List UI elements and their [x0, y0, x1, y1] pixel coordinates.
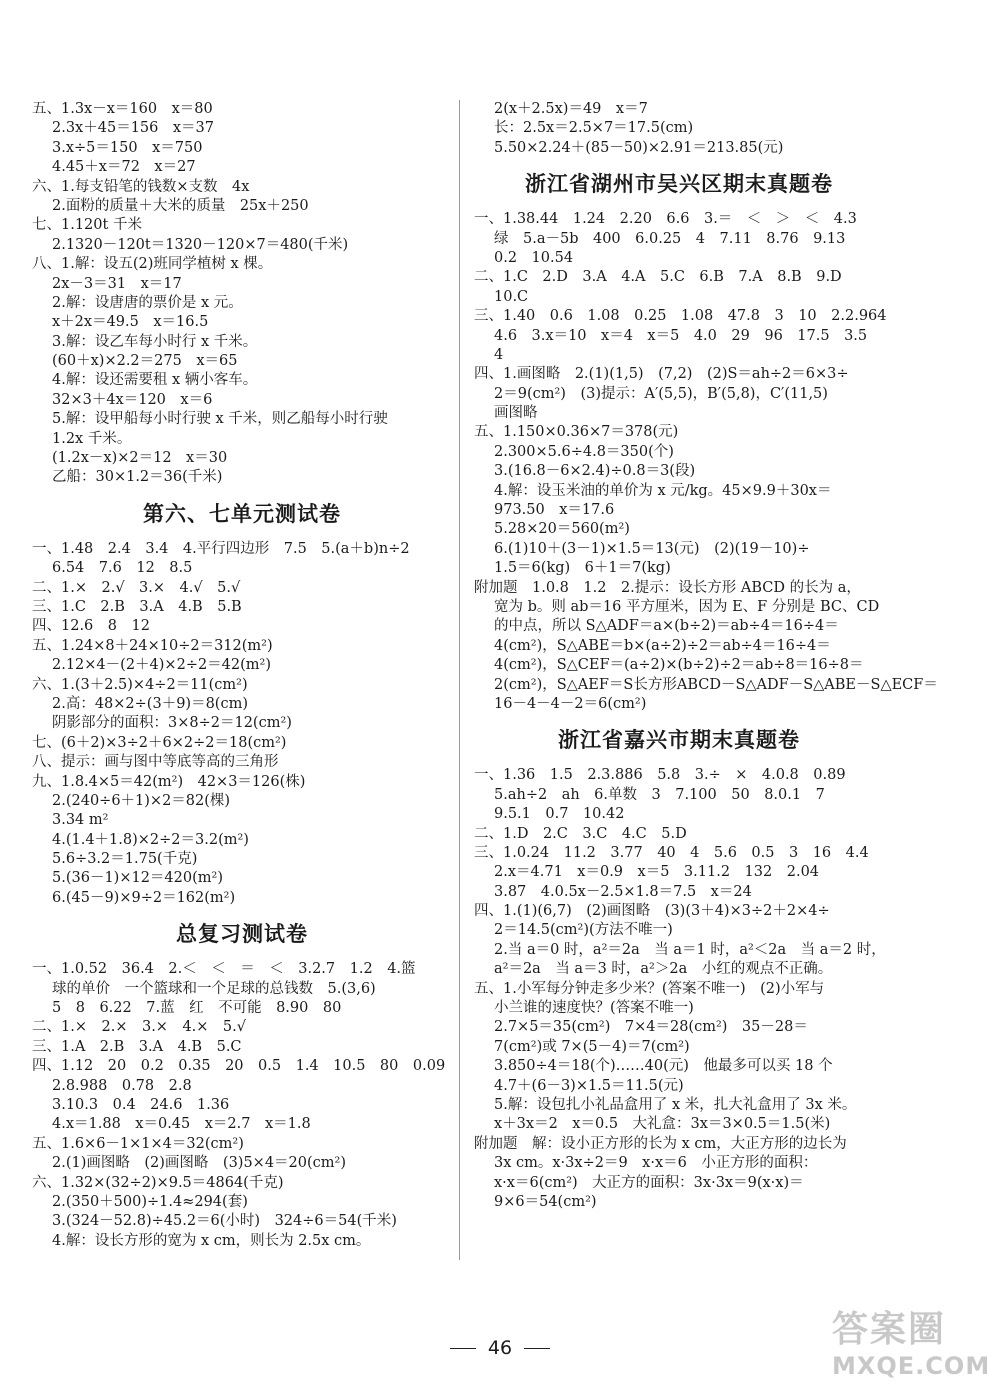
answer-line: 2.解：设唐唐的票价是 x 元。: [52, 294, 243, 311]
answer-line: 4(cm²)，S△CEF＝(a÷2)×(b÷2)÷2＝ab÷8＝16÷8＝: [494, 657, 864, 674]
section-title-unit-6-7: 第六、七单元测试卷: [143, 501, 341, 526]
answer-line: 0.2 10.54: [494, 249, 574, 266]
answer-line: (60＋x)×2.2＝275 x＝65: [52, 353, 238, 370]
answer-line: 2.8.988 0.78 2.8: [52, 1077, 192, 1094]
answer-line: 6.(1)10＋(3－1)×1.5＝13(元) (2)(19－10)÷: [494, 540, 810, 557]
answer-line: 2.当 a＝0 时，a²＝2a 当 a＝1 时，a²＜2a 当 a＝2 时，: [494, 941, 886, 958]
answer-line: 5.解：设甲船每小时行驶 x 千米，则乙船每小时行驶: [52, 411, 388, 428]
answer-line: 阴影部分的面积：3×8÷2＝12(cm²): [52, 715, 292, 732]
answer-line: 6.(45－9)×9÷2＝162(m²): [52, 889, 236, 906]
watermark-main: 答案圈: [832, 1309, 947, 1350]
answer-line: 5.ah÷2 ah 6.单数 3 7.100 50 8.0.1 7: [494, 786, 825, 803]
answer-line: 32×3＋4x＝120 x＝6: [52, 391, 213, 408]
answer-line: 七、(6＋2)×3÷2＋6×2÷2＝18(cm²): [32, 734, 287, 751]
section-title-general-review: 总复习测试卷: [176, 922, 308, 947]
left-column: [32, 100, 452, 1251]
answer-line: 4.解：设长方形的宽为 x cm，则长为 2.5x cm。: [52, 1232, 371, 1249]
answer-line: 2x－3＝31 x＝17: [52, 275, 182, 292]
answer-line: 四、1.画图略 2.(1)(1,5) (7,2) (2)S＝ah÷2＝6×3÷: [474, 366, 849, 383]
answer-line: 5.6÷3.2＝1.75(千克): [52, 851, 198, 868]
answer-line: 7(cm²)或 7×(5－4)＝7(cm²): [494, 1038, 690, 1055]
answer-line: x＋3x＝2 x＝0.5 大礼盒：3x＝3×0.5＝1.5(米): [494, 1116, 831, 1133]
answer-line: 10.C: [494, 288, 529, 305]
answer-line: 宽为 b。则 ab＝16 平方厘米，因为 E、F 分别是 BC、CD: [494, 598, 880, 615]
answer-line: 3.x÷5＝150 x＝750: [52, 139, 203, 156]
answer-line: x＋2x＝49.5 x＝16.5: [52, 314, 209, 331]
answer-line: 四、1.12 20 0.2 0.35 20 0.5 1.4 10.5 80 0.09: [32, 1058, 446, 1075]
answer-line: 二、1.× 2.√ 3.× 4.√ 5.√: [32, 579, 241, 596]
answer-line: 2(cm²)，S△AEF＝S长方形ABCD－S△ADF－S△ABE－S△ECF＝: [494, 676, 938, 693]
answer-line: 一、1.48 2.4 3.4 4.平行四边形 7.5 5.(a＋b)n÷2: [32, 540, 410, 557]
answer-line: 附加题 1.0.8 1.2 2.提示：设长方形 ABCD 的长为 a，: [474, 579, 861, 596]
answer-line: 五、1.3x－x＝160 x＝80: [32, 101, 213, 117]
answer-line: 三、1.C 2.B 3.A 4.B 5.B: [32, 598, 242, 615]
answer-line: 2.(1)画图略 (2)画图略 (3)5×4＝20(cm²): [52, 1155, 346, 1172]
answer-line: 4: [494, 346, 504, 363]
answer-line: 2.1320－120t＝1320－120×7＝480(千米): [52, 236, 349, 253]
answer-line: 附加题 解：设小正方形的长为 x cm，大正方形的边长为: [474, 1135, 847, 1152]
answer-line: 5.28×20＝560(m²): [494, 521, 630, 538]
page-number-dash-right: [524, 1348, 550, 1349]
answer-line: 4(cm²)，S△ABE＝b×(a÷2)÷2＝ab÷4＝16÷4＝: [494, 637, 831, 654]
answer-line: 3.87 4.0.5x－2.5×1.8＝7.5 x＝24: [494, 883, 752, 900]
answer-line: 9×6＝54(cm²): [494, 1193, 597, 1210]
answer-line: 6.54 7.6 12 8.5: [52, 560, 193, 577]
answer-line: 2.(350＋500)÷1.4≈294(套): [52, 1193, 248, 1210]
answer-line: 一、1.36 1.5 2.3.886 5.8 3.÷ × 4.0.8 0.89: [474, 767, 846, 784]
answer-line: 2.300×5.6÷4.8＝350(个): [494, 443, 674, 460]
answer-line: 2(x＋2.5x)＝49 x＝7: [494, 101, 648, 117]
answer-line: 4.6 3.x＝10 x＝4 x＝5 4.0 29 96 17.5 3.5: [494, 327, 868, 344]
answer-line: 一、1.0.52 36.4 2.＜ ＜ ＝ ＜ 3.2.7 1.2 4.篮: [32, 961, 416, 978]
answer-line: 2.x＝4.71 x＝0.9 x＝5 3.11.2 132 2.04: [494, 864, 820, 881]
answer-line: a²＝2a 当 a＝3 时，a²＞2a 小红的观点不正确。: [494, 961, 833, 978]
answer-line: 5.解：设包扎小礼品盒用了 x 米，扎大礼盒用了 3x 米。: [494, 1096, 857, 1113]
answer-line: 3.解：设乙车每小时行 x 千米。: [52, 333, 258, 350]
answer-line: 3.34 m²: [52, 812, 109, 829]
answer-line: 八、1.解：设五(2)班同学植树 x 棵。: [32, 256, 273, 273]
answer-line: 2＝9(cm²) (3)提示：A′(5,5)，B′(5,8)，C′(11,5): [494, 385, 828, 402]
answer-line: 3.(324－52.8)÷45.2＝6(小时) 324÷6＝54(千米): [52, 1213, 397, 1230]
answer-line: 六、1.32×(32÷2)×9.5＝4864(千克): [32, 1174, 284, 1191]
answer-line: 六、1.(3＋2.5)×4÷2＝11(cm²): [32, 676, 248, 693]
answer-line: (1.2x－x)×2＝12 x＝30: [52, 450, 228, 467]
answer-line: 16－4－4－2＝6(cm²): [494, 695, 647, 712]
answer-line: 五、1.24×8＋24×10÷2＝312(m²): [32, 637, 273, 654]
answer-line: 5.50×2.24＋(85－50)×2.91＝213.85(元): [494, 139, 784, 156]
answer-line: 一、1.38.44 1.24 2.20 6.6 3.＝ ＜ ＞ ＜ 4.3: [474, 211, 857, 228]
column-divider: [459, 100, 460, 1260]
right-column: [474, 100, 938, 1212]
answer-line: 球的单价 一个篮球和一个足球的总钱数 5.(3,6): [52, 980, 376, 997]
answer-line: 2＝14.5(cm²)(方法不唯一): [494, 922, 673, 939]
answer-line: 小兰谁的速度快？(答案不唯一): [494, 1000, 694, 1017]
answer-line: 3.(16.8－6×2.4)÷0.8＝3(段): [494, 463, 696, 480]
answer-line: 二、1.C 2.D 3.A 4.A 5.C 6.B 7.A 8.B 9.D: [474, 269, 842, 286]
answer-line: 2.面粉的质量＋大米的质量 25x＋250: [52, 197, 309, 214]
page-number-text: 46: [487, 1337, 513, 1359]
answer-line: 三、1.0.24 11.2 3.77 40 4 5.6 0.5 3 16 4.4: [474, 844, 869, 861]
answer-line: 七、1.120t 千米: [32, 217, 142, 234]
answer-line: 4.7＋(6－3)×1.5＝11.5(元): [494, 1077, 684, 1094]
answer-line: 长：2.5x＝2.5×7＝17.5(cm): [494, 120, 694, 137]
answer-line: 绿 5.a－5b 400 6.0.25 4 7.11 8.76 9.13: [494, 230, 846, 247]
section-title-jiaxing: 浙江省嘉兴市期末真题卷: [558, 728, 800, 753]
answer-line: 六、1.每支铅笔的钱数×支数 4x: [32, 178, 250, 195]
answer-line: 的中点，所以 S△ADF＝a×(b÷2)＝ab÷4＝16÷4＝: [494, 618, 839, 635]
answer-line: 2.7×5＝35(cm²) 7×4＝28(cm²) 35－28＝: [494, 1019, 808, 1036]
answer-line: 2.(240÷6＋1)×2＝82(棵): [52, 792, 231, 809]
answer-line: 2.3x＋45＝156 x＝37: [52, 120, 214, 137]
answer-line: 4.解：设玉米油的单价为 x 元/kg。45×9.9＋30x＝: [494, 482, 832, 499]
watermark-url: MXQE.COM: [832, 1352, 991, 1380]
answer-line: 五、1.150×0.36×7＝378(元): [474, 424, 679, 441]
answer-line: 五、1.6×6－1×1×4＝32(cm²): [32, 1135, 244, 1152]
answer-line: x·x＝6(cm²) 大正方的面积：3x·3x＝9(x·x)＝: [494, 1174, 804, 1191]
answer-line: 3x cm。x·3x÷2＝9 x·x＝6 小正方形的面积：: [494, 1155, 818, 1172]
answer-line: 4.45＋x＝72 x＝27: [52, 159, 196, 176]
answer-line: 3.10.3 0.4 24.6 1.36: [52, 1096, 230, 1113]
answer-line: 五、1.小军每分钟走多少米？(答案不唯一) (2)小军与: [474, 980, 825, 997]
answer-line: 5.(36－1)×12＝420(m²): [52, 870, 223, 887]
answer-line: 画图略: [494, 405, 538, 422]
page-number-dash-left: [450, 1348, 476, 1349]
answer-line: 9.5.1 0.7 10.42: [494, 806, 625, 823]
answer-line: 八、提示：画与图中等底等高的三角形: [32, 754, 279, 771]
answer-line: 三、1.A 2.B 3.A 4.B 5.C: [32, 1038, 242, 1055]
answer-line: 973.50 x＝17.6: [494, 502, 615, 519]
answer-line: 二、1.× 2.× 3.× 4.× 5.√: [32, 1019, 247, 1036]
answer-line: 四、12.6 8 12: [32, 618, 150, 635]
watermark-logo: [832, 1301, 992, 1381]
answer-line: 三、1.40 0.6 1.08 0.25 1.08 47.8 3 10 2.2.964: [474, 308, 887, 325]
answer-line: 1.2x 千米。: [52, 430, 132, 447]
answer-line: 4.x＝1.88 x＝0.45 x＝2.7 x＝1.8: [52, 1116, 311, 1133]
answer-line: 2.12×4－(2＋4)×2÷2＝42(m²): [52, 657, 272, 674]
answer-line: 4.(1.4＋1.8)×2÷2＝3.2(m²): [52, 831, 249, 848]
answer-line: 九、1.8.4×5＝42(m²) 42×3＝126(株): [32, 773, 306, 790]
answer-line: 3.850÷4＝18(个)……40(元) 他最多可以买 18 个: [494, 1058, 833, 1075]
answer-line: 四、1.(1)(6,7) (2)画图略 (3)(3＋4)×3÷2＋2×4÷: [474, 903, 830, 920]
section-title-huzhou-wuxing: 浙江省湖州市吴兴区期末真题卷: [525, 172, 833, 197]
answer-line: 5 8 6.22 7.蓝 红 不可能 8.90 80: [52, 1000, 342, 1017]
answer-line: 乙船：30×1.2＝36(千米): [52, 469, 223, 486]
answer-line: 二、1.D 2.C 3.C 4.C 5.D: [474, 825, 687, 842]
answer-line: 2.高：48×2÷(3＋9)＝8(cm): [52, 695, 248, 712]
answer-line: 4.解：设还需要租 x 辆小客车。: [52, 372, 258, 389]
answer-line: 1.5＝6(kg) 6＋1＝7(kg): [494, 560, 671, 577]
